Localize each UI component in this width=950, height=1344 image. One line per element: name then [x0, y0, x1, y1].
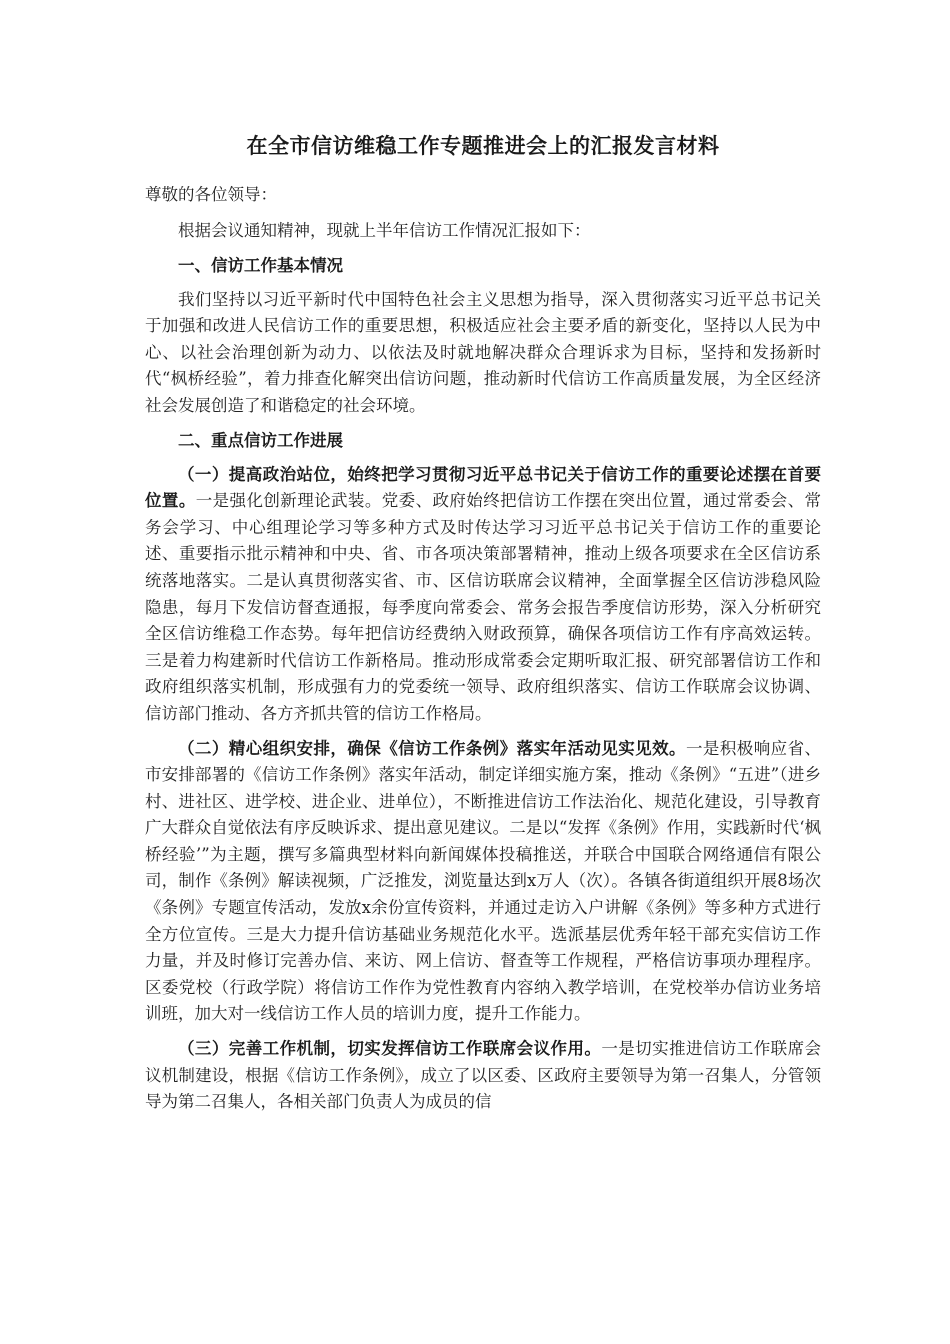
section-1-paragraph: 我们坚持以习近平新时代中国特色社会主义思想为指导，深入贯彻落实习近平总书记关于加强和改进人民信访工作的重要思想，积极适应社会主要矛盾的新变化，坚持以人民为中心、以社会治理创新为动力、以依法及时就地解决群众合理诉求为目标，坚持和发扬新时代“枫桥经验”，着力排查化解突出信访问题，推动新时代信访工作高质量发展，为全区经济社会发展创造了和谐稳定的社会环境。	[145, 289, 821, 415]
document-content	[145, 130, 821, 1124]
intro-paragraph: 根据会议通知精神，现就上半年信访工作情况汇报如下：	[178, 221, 591, 240]
document-title: 在全市信访维稳工作专题推进会上的汇报发言材料	[246, 134, 720, 158]
section-2-item-1	[145, 462, 821, 728]
item-2-body: 一是积极响应省、市安排部署的《信访工作条例》落实年活动，制定详细实施方案，推动《条例》“五进”（进乡村、进社区、进学校、进企业、进单位），不断推进信访工作法治化、规范化建设，引导教育广大群众自觉依法有序反映诉求、提出意见建议。二是以“发挥《条例》作用，实践新时代‘枫桥经验’”为主题，撰写多篇典型材料向新闻媒体投稿推送，并联合中国联合网络通信有限公司，制作《条例》解读视频，广泛推发，浏览量达到x万人（次）。各镇各街道组织开展8场次《条例》专题宣传活动，发放x余份宣传资料，并通过走访入户讲解《条例》等多种方式进行全方位宣传。三是大力提升信访基础业务规范化水平。选派基层优秀年轻干部充实信访工作力量，并及时修订完善办信、来访、网上信访、督查等工作规程，严格信访事项办理程序。区委党校（行政学院）将信访工作作为党性教育内容纳入教学培训，在党校举办信访业务培训班，加大对一线信访工作人员的培训力度，提升工作能力。	[145, 738, 822, 1024]
section-2-item-3	[145, 1036, 821, 1116]
section-2-heading: 二、重点信访工作进展	[178, 430, 343, 450]
item-2-lead: （二）精心组织安排，确保《信访工作条例》落实年活动见实见效。	[178, 738, 686, 758]
item-1-body: 一是强化创新理论武装。党委、政府始终把信访工作摆在突出位置，通过常委会、常务会学习、中心组理论学习等多种方式及时传达学习习近平总书记关于信访工作的重要论述、重要指示批示精神和中央、省、市各项决策部署精神，推动上级各项要求在全区信访系统落地落实。二是认真贯彻落实省、市、区信访联席会议精神，全面掌握全区信访涉稳风险隐患，每月下发信访督查通报，每季度向常委会、常务会报告季度信访形势，深入分析研究全区信访维稳工作态势。每年把信访经费纳入财政预算，确保各项信访工作有序高效运转。三是着力构建新时代信访工作新格局。推动形成常委会定期听取汇报、研究部署信访工作和政府组织落实机制，形成强有力的党委统一领导、政府组织落实、信访工作联席会议协调、信访部门推动、各方齐抓共管的信访工作格局。	[145, 491, 822, 723]
item-3-body: 一是切实推进信访工作联席会议机制建设，根据《信访工作条例》，成立了以区委、区政府主要领导为第一召集人，分管领导为第二召集人，各相关部门负责人为成员的信	[145, 1039, 822, 1112]
item-1-lead: （一）提高政治站位，始终把学习贯彻习近平总书记关于信访工作的重要论述摆在首要位置。	[145, 464, 821, 511]
item-3-lead: （三）完善工作机制，切实发挥信访工作联席会议作用。	[178, 1039, 602, 1059]
section-2-item-2	[145, 736, 821, 1029]
salutation: 尊敬的各位领导：	[145, 185, 277, 204]
section-1-heading: 一、信访工作基本情况	[178, 255, 343, 275]
